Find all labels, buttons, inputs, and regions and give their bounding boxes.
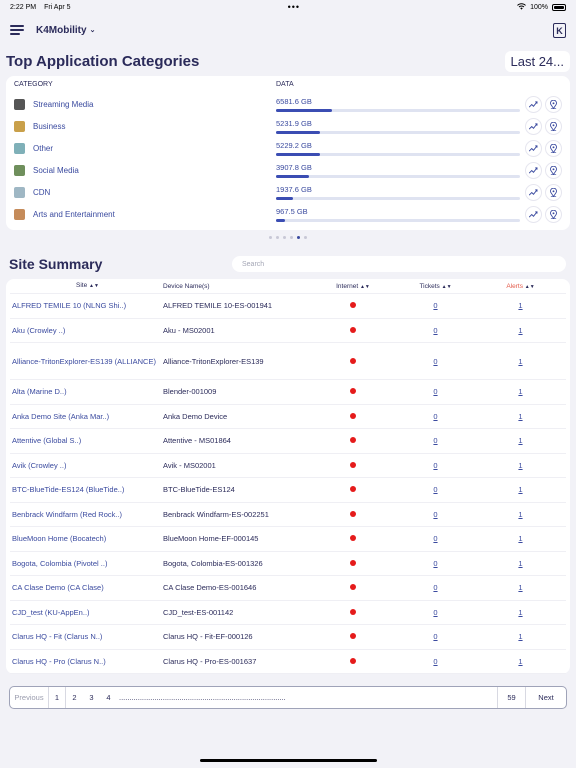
alerts-link[interactable]: 1 xyxy=(518,534,523,544)
internet-status-offline xyxy=(313,559,393,568)
tickets-link[interactable]: 0 xyxy=(433,583,438,593)
device-name: Clarus HQ - Pro-ES-001637 xyxy=(163,656,257,666)
location-pin-icon[interactable] xyxy=(545,118,562,135)
usage-bar xyxy=(276,131,520,134)
sort-site-header[interactable]: Site ▲▼ xyxy=(76,282,99,289)
page-1-button[interactable]: 1 xyxy=(49,687,66,708)
device-name: ALFRED TEMILE 10-ES-001941 xyxy=(163,301,273,311)
alerts-link[interactable]: 1 xyxy=(518,460,523,470)
internet-status-offline xyxy=(313,357,393,366)
search-input[interactable]: Search xyxy=(232,256,566,272)
sort-icon: ▲▼ xyxy=(441,283,452,290)
category-value: 3907.8 GB xyxy=(276,162,312,172)
alerts-link[interactable]: 1 xyxy=(518,411,523,421)
device-name: Bogota, Colombia-ES-001326 xyxy=(163,558,263,568)
categories-card xyxy=(6,76,570,230)
table-row[interactable] xyxy=(10,319,566,344)
trend-icon[interactable] xyxy=(525,206,542,223)
app-title: K4Mobility xyxy=(36,24,87,36)
internet-status-offline xyxy=(313,301,393,310)
table-row[interactable] xyxy=(10,294,566,319)
data-column-header: DATA xyxy=(276,81,294,88)
battery-icon xyxy=(552,4,566,11)
usage-bar xyxy=(276,219,520,222)
page-4-button[interactable]: 4 xyxy=(106,693,111,702)
table-row[interactable] xyxy=(10,478,566,503)
tickets-link[interactable]: 0 xyxy=(433,356,438,366)
tickets-link[interactable]: 0 xyxy=(433,301,438,311)
category-value: 5231.9 GB xyxy=(276,118,312,128)
masks-icon xyxy=(14,209,25,220)
carousel-page-indicator[interactable] xyxy=(0,230,576,244)
trend-icon[interactable] xyxy=(525,96,542,113)
nav-bar xyxy=(0,14,576,46)
sort-tickets-header[interactable]: Tickets ▲▼ xyxy=(419,282,452,290)
site-name-link[interactable]: Aku (Crowley ..) xyxy=(12,325,66,335)
category-name: Social Media xyxy=(33,165,79,175)
trend-icon[interactable] xyxy=(525,162,542,179)
internet-status-offline xyxy=(313,510,393,519)
alerts-link[interactable]: 1 xyxy=(518,558,523,568)
category-name: Arts and Entertainment xyxy=(33,209,115,219)
internet-status-offline xyxy=(313,583,393,592)
table-row[interactable] xyxy=(10,454,566,479)
device-header: Device Name(s) xyxy=(163,282,210,290)
alerts-link[interactable]: 1 xyxy=(518,607,523,617)
site-name-link[interactable]: Avik (Crowley ..) xyxy=(12,460,67,470)
site-table xyxy=(6,279,570,674)
table-row[interactable] xyxy=(10,625,566,650)
page-3-button[interactable]: 3 xyxy=(89,693,94,702)
sort-internet-header[interactable]: Internet ▲▼ xyxy=(336,282,370,290)
alerts-link[interactable]: 1 xyxy=(518,325,523,335)
category-row xyxy=(14,203,562,225)
site-summary-header xyxy=(0,249,576,279)
category-row xyxy=(14,181,562,203)
table-row[interactable] xyxy=(10,552,566,577)
table-row[interactable] xyxy=(10,650,566,675)
table-row[interactable] xyxy=(10,601,566,626)
page-59-button[interactable]: 59 xyxy=(498,687,526,708)
site-name-link[interactable]: BTC-BlueTide-ES124 (BlueTide..) xyxy=(12,485,125,495)
table-row[interactable] xyxy=(10,380,566,405)
device-name: Benbrack Windfarm-ES-002251 xyxy=(163,509,269,519)
internet-status-offline xyxy=(313,436,393,445)
internet-status-offline xyxy=(313,657,393,666)
category-row xyxy=(14,137,562,159)
pagination-ellipsis: ................................................................................ xyxy=(117,687,498,708)
device-name: Anka Demo Device xyxy=(163,411,228,421)
status-date: Fri Apr 5 xyxy=(44,3,71,11)
alerts-link[interactable]: 1 xyxy=(518,301,523,311)
site-name-link[interactable]: Alta (Marine D..) xyxy=(12,387,67,397)
status-time: 2:22 PM xyxy=(10,3,37,11)
table-header-row xyxy=(10,279,566,294)
device-name: Aku - MS02001 xyxy=(163,325,215,335)
next-page-button[interactable]: Next xyxy=(538,693,554,702)
site-name-link[interactable]: Attentive (Global S..) xyxy=(12,436,82,446)
category-row xyxy=(14,159,562,181)
usage-bar xyxy=(276,109,520,112)
site-name-link[interactable]: Clarus HQ - Fit (Clarus N..) xyxy=(12,632,103,642)
internet-status-offline xyxy=(313,632,393,641)
film-icon xyxy=(14,99,25,110)
brand-logo[interactable]: K xyxy=(553,23,566,38)
location-pin-icon[interactable] xyxy=(545,96,562,113)
previous-page-button[interactable]: Previous xyxy=(10,687,49,708)
alerts-link[interactable]: 1 xyxy=(518,387,523,397)
internet-status-offline xyxy=(313,412,393,421)
tickets-link[interactable]: 0 xyxy=(433,656,438,666)
category-column-header: CATEGORY xyxy=(14,81,53,88)
device-name: Avik - MS02001 xyxy=(163,460,216,470)
tickets-link[interactable]: 0 xyxy=(433,387,438,397)
trend-icon[interactable] xyxy=(525,118,542,135)
device-name: Blender-001009 xyxy=(163,387,217,397)
usage-bar xyxy=(276,153,520,156)
internet-status-offline xyxy=(313,485,393,494)
category-value: 967.5 GB xyxy=(276,206,308,216)
category-value: 6581.6 GB xyxy=(276,96,312,106)
category-row xyxy=(14,115,562,137)
category-row xyxy=(14,93,562,115)
tickets-link[interactable]: 0 xyxy=(433,460,438,470)
category-name: Other xyxy=(33,143,54,153)
site-name-link[interactable]: Anka Demo Site (Anka Mar..) xyxy=(12,411,110,421)
battery-percent: 100% xyxy=(530,3,548,11)
categories-title: Top Application Categories xyxy=(6,52,200,70)
sort-alerts-header[interactable]: Alerts ▲▼ xyxy=(506,282,535,290)
site-name-link[interactable]: Alliance-TritonExplorer-ES139 (ALLIANCE) xyxy=(12,356,156,366)
globe-icon xyxy=(14,165,25,176)
wifi-icon xyxy=(517,3,526,12)
time-range-button[interactable]: Last 24... xyxy=(505,51,570,72)
location-pin-icon[interactable] xyxy=(545,206,562,223)
page-2-button[interactable]: 2 xyxy=(72,693,77,702)
device-name: BTC-BlueTide-ES124 xyxy=(163,485,235,495)
tickets-link[interactable]: 0 xyxy=(433,485,438,495)
sort-icon: ▲▼ xyxy=(89,283,99,289)
home-indicator[interactable] xyxy=(200,759,377,762)
tickets-link[interactable]: 0 xyxy=(433,607,438,617)
table-row[interactable] xyxy=(10,429,566,454)
site-name-link[interactable]: Benbrack Windfarm (Red Rock..) xyxy=(12,509,123,519)
category-name: CDN xyxy=(33,187,51,197)
location-pin-icon[interactable] xyxy=(545,140,562,157)
alerts-link[interactable]: 1 xyxy=(518,509,523,519)
table-row[interactable] xyxy=(10,503,566,528)
site-name-link[interactable]: Bogota, Colombia (Pivotel ..) xyxy=(12,558,108,568)
site-summary-title: Site Summary xyxy=(9,256,103,272)
internet-status-offline xyxy=(313,461,393,470)
alerts-link[interactable]: 1 xyxy=(518,356,523,366)
site-name-link[interactable]: CJD_test (KU-AppEn..) xyxy=(12,607,90,617)
account-switcher[interactable] xyxy=(36,25,95,36)
internet-status-offline xyxy=(313,608,393,617)
multitask-dots-icon[interactable]: ••• xyxy=(287,2,301,12)
briefcase-icon xyxy=(14,121,25,132)
sort-icon: ▲▼ xyxy=(524,283,535,290)
table-row[interactable] xyxy=(10,343,566,380)
table-row[interactable] xyxy=(10,405,566,430)
tickets-link[interactable]: 0 xyxy=(433,534,438,544)
device-name: Alliance-TritonExplorer-ES139 xyxy=(163,356,264,366)
site-name-link[interactable]: ALFRED TEMILE 10 (NLNG Shi..) xyxy=(12,301,127,311)
category-name: Business xyxy=(33,121,66,131)
sort-icon: ▲▼ xyxy=(359,283,370,290)
category-name: Streaming Media xyxy=(33,99,94,109)
menu-icon[interactable] xyxy=(10,25,24,35)
internet-status-offline xyxy=(313,534,393,543)
usage-bar xyxy=(276,197,520,200)
table-row[interactable] xyxy=(10,576,566,601)
chevron-down-icon: ⌄ xyxy=(89,27,96,34)
alerts-link[interactable]: 1 xyxy=(518,656,523,666)
tickets-link[interactable]: 0 xyxy=(433,325,438,335)
usage-bar xyxy=(276,175,520,178)
device-name: BlueMoon Home-EF-000145 xyxy=(163,534,259,544)
status-bar xyxy=(0,0,576,14)
trend-icon[interactable] xyxy=(525,184,542,201)
alerts-link[interactable]: 1 xyxy=(518,632,523,642)
site-name-link[interactable]: CA Clase Demo (CA Clase) xyxy=(12,583,104,593)
trend-icon[interactable] xyxy=(525,140,542,157)
internet-status-offline xyxy=(313,387,393,396)
device-name: Clarus HQ - Fit-EF-000126 xyxy=(163,632,253,642)
pagination xyxy=(9,686,567,709)
alerts-link[interactable]: 1 xyxy=(518,485,523,495)
tickets-link[interactable]: 0 xyxy=(433,558,438,568)
alerts-link[interactable]: 1 xyxy=(518,436,523,446)
table-row[interactable] xyxy=(10,527,566,552)
tickets-link[interactable]: 0 xyxy=(433,411,438,421)
tickets-link[interactable]: 0 xyxy=(433,509,438,519)
category-value: 1937.6 GB xyxy=(276,184,312,194)
categories-header xyxy=(0,46,576,76)
alerts-link[interactable]: 1 xyxy=(518,583,523,593)
location-pin-icon[interactable] xyxy=(545,162,562,179)
device-name: Attentive - MS01864 xyxy=(163,436,231,446)
site-name-link[interactable]: BlueMoon Home (Bocatech) xyxy=(12,534,107,544)
site-name-link[interactable]: Clarus HQ - Pro (Clarus N..) xyxy=(12,656,106,666)
tickets-link[interactable]: 0 xyxy=(433,632,438,642)
device-name: CA Clase Demo-ES-001646 xyxy=(163,583,257,593)
cdn-icon xyxy=(14,187,25,198)
device-name: CJD_test-ES-001142 xyxy=(163,607,234,617)
internet-status-offline xyxy=(313,326,393,335)
dots-icon xyxy=(14,143,25,154)
category-value: 5229.2 GB xyxy=(276,140,312,150)
location-pin-icon[interactable] xyxy=(545,184,562,201)
tickets-link[interactable]: 0 xyxy=(433,436,438,446)
